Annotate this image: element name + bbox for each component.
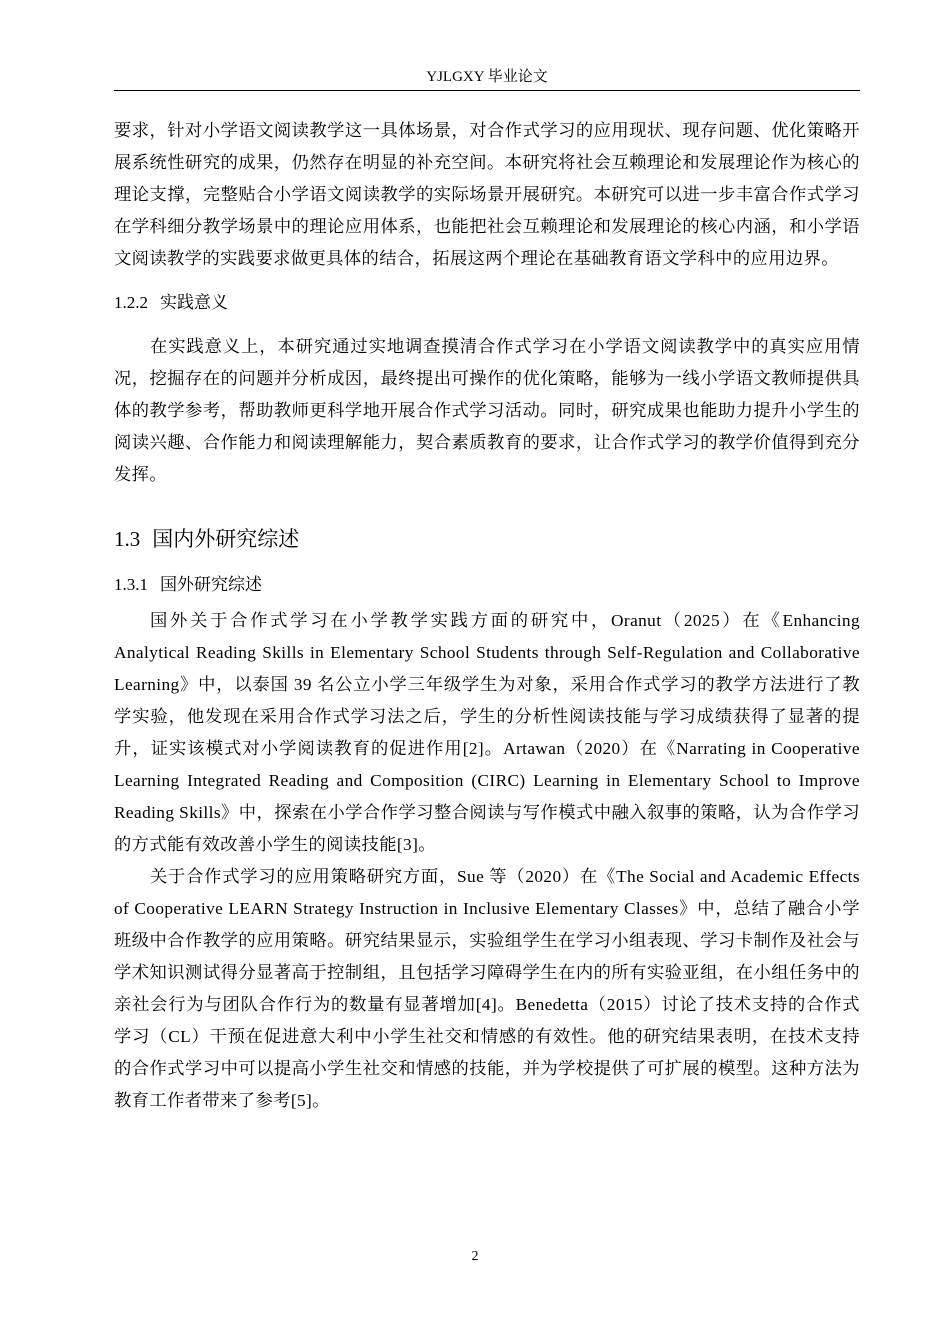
heading-text: 实践意义 [160, 293, 228, 312]
page-number: 2 [471, 1249, 479, 1264]
heading-1-2-2 [114, 287, 860, 319]
page-header [114, 66, 860, 91]
document-body [114, 115, 860, 1117]
paragraph-practical-significance: 在实践意义上，本研究通过实地调查摸清合作式学习在小学语文阅读教学中的真实应用情况，挖掘存在的问题并分析成因，最终提出可操作的优化策略，能够为一线小学语文教师提供具体的教学参考，帮助教师更科学地开展合作式学习活动。同时，研究成果也能助力提升小学生的阅读兴趣、合作能力和阅读理解能力，契合素质教育的要求，让合作式学习的教学价值得到充分发挥。 [114, 337, 860, 484]
header-title: YJLGXY 毕业论文 [426, 69, 548, 85]
heading-1-3-1 [114, 569, 860, 601]
heading-text: 国外研究综述 [160, 575, 262, 594]
heading-1-3 [114, 523, 860, 555]
paragraph-strategy-research: 关于合作式学习的应用策略研究方面，Sue 等（2020）在《The Social and Academic Effects of Cooperative LEARN Strategy Instruction in Inclusive Elementary Classes》中，总结了融合小学班级中合作教学的应用策略。研究结果显示，实验组学生在学习小组表现、学习卡制作及社会与学术知识测试得分显著高于控制组，且包括学习障碍学生在内的所有实验亚组，在小组任务中的亲社会行为与团队合作行为的数量有显著增加[4]。Benedetta（2015）讨论了技术支持的合作式学习（CL）干预在促进意大利中小学生社交和情感的有效性。他的研究结果表明，在技术支持的合作式学习中可以提高小学生社交和情感的技能，并为学校提供了可扩展的模型。这种方法为教育工作者带来了参考[5]。 [114, 867, 860, 1110]
heading-number: 1.3.1 [114, 575, 148, 594]
paragraph-continuation: 要求，针对小学语文阅读教学这一具体场景，对合作式学习的应用现状、现存问题、优化策略开展系统性研究的成果，仍然存在明显的补充空间。本研究将社会互赖理论和发展理论作为核心的理论支撑，完整贴合小学语文阅读教学的实际场景开展研究。本研究可以进一步丰富合作式学习在学科细分教学场景中的理论应用体系，也能把社会互赖理论和发展理论的核心内涵，和小学语文阅读教学的实践要求做更具体的结合，拓展这两个理论在基础教育语文学科中的应用边界。 [114, 121, 860, 268]
heading-text: 国内外研究综述 [152, 527, 300, 551]
paragraph-foreign-research: 国外关于合作式学习在小学教学实践方面的研究中，Oranut（2025）在《Enhancing Analytical Reading Skills in Elementary School Students through Self-Regulation and Collaborative Learning》中，以泰国 39 名公立小学三年级学生为对象，采用合作式学习的教学方法进行了教学实验，他发现在采用合作式学习法之后，学生的分析性阅读技能与学习成绩获得了显著的提升，证实该模式对小学阅读教育的促进作用[2]。Artawan（2020）在《Narrating in Cooperative Learning Integrated Reading and Composition (CIRC) Learning in Elementary School to Improve Reading Skills》中，探索在小学合作学习整合阅读与写作模式中融入叙事的策略，认为合作学习的方式能有效改善小学生的阅读技能[3]。 [114, 611, 860, 854]
heading-number: 1.3 [114, 527, 141, 551]
heading-number: 1.2.2 [114, 293, 148, 312]
